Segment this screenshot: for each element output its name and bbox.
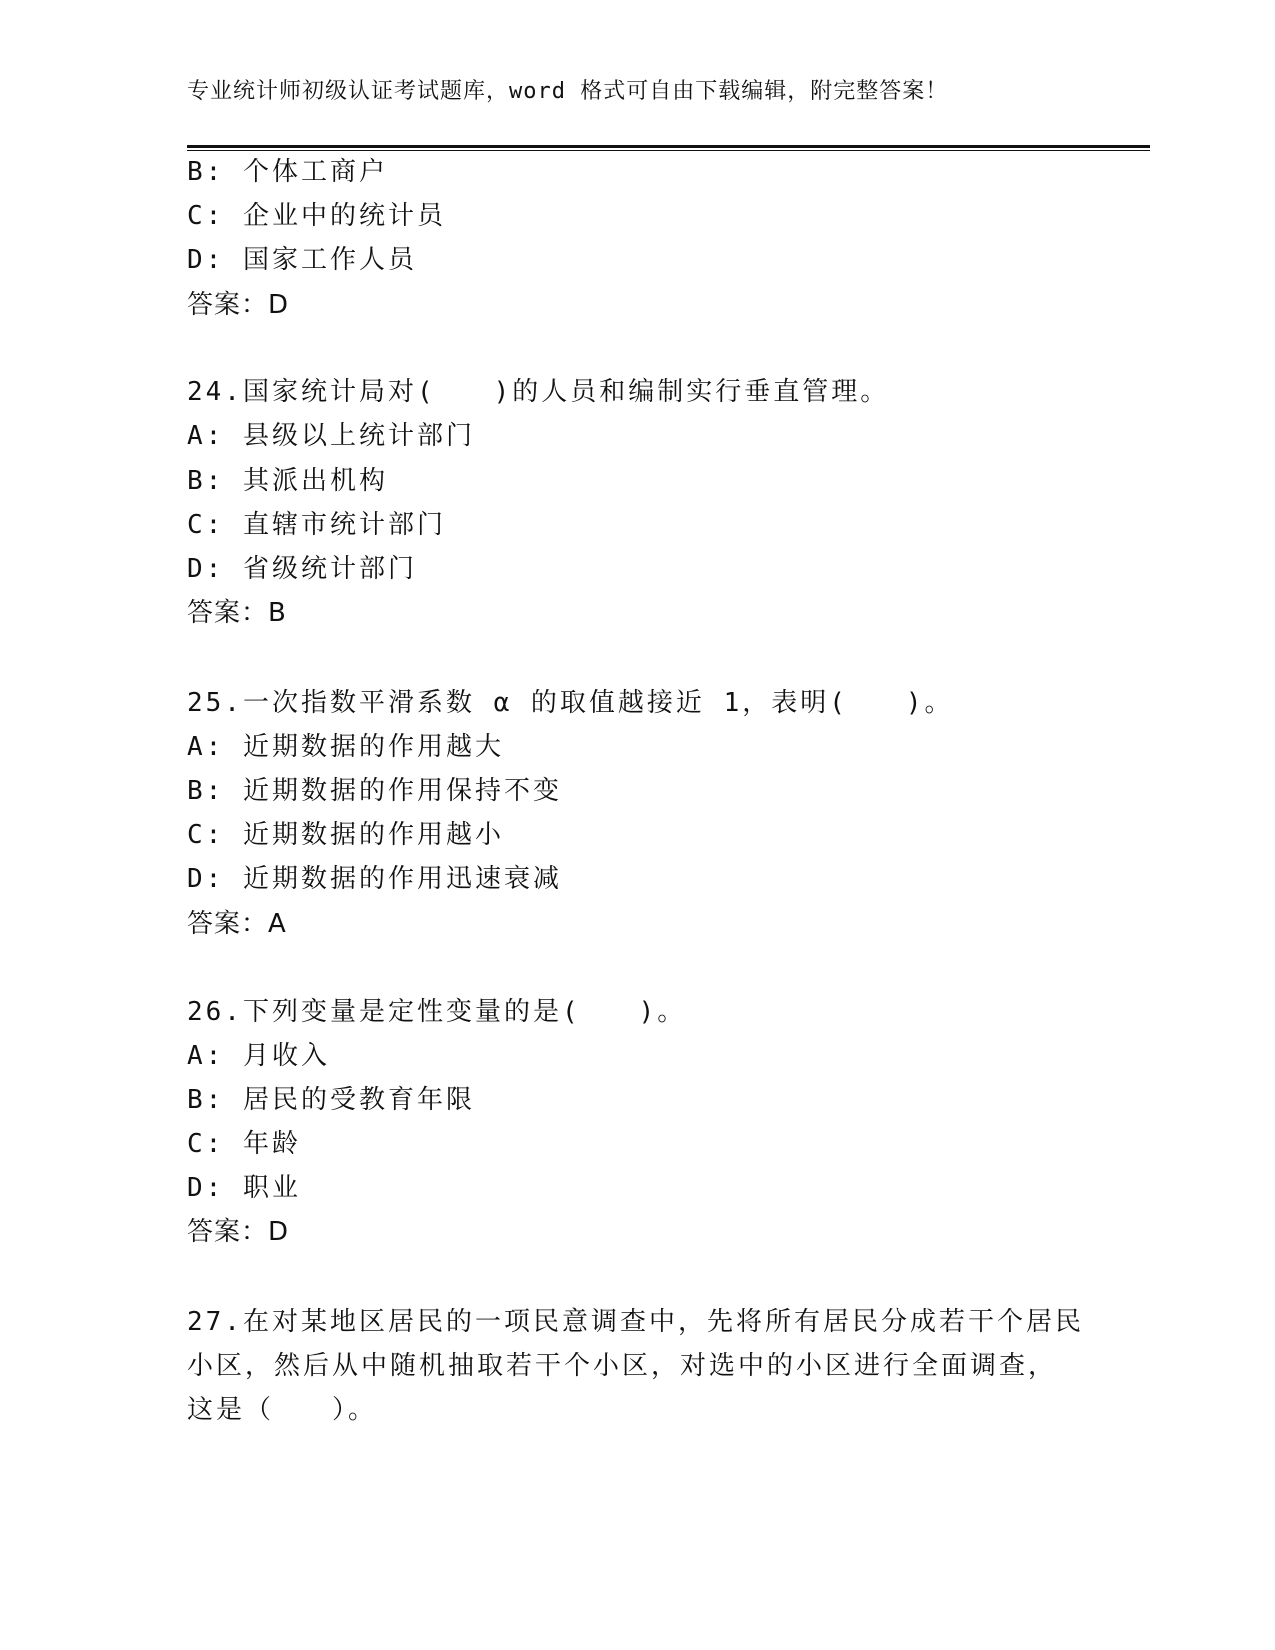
q27-stem-line-2: 小区，然后从中随机抽取若干个小区，对选中的小区进行全面调查， (187, 1351, 1058, 1381)
prev-option-c: C: 企业中的统计员 (187, 201, 446, 231)
q26-option-a: A: 月收入 (187, 1041, 330, 1071)
q25-option-b: B: 近期数据的作用保持不变 (187, 776, 562, 806)
q24-stem: 24.国家统计局对( )的人员和编制实行垂直管理。 (187, 377, 890, 407)
q25-answer: 答案：A (187, 909, 287, 939)
q24-option-b: B: 其派出机构 (187, 466, 388, 496)
prev-option-d: D: 国家工作人员 (187, 245, 417, 275)
q27-stem-line-1: 27.在对某地区居民的一项民意调查中，先将所有居民分成若干个居民 (187, 1307, 1084, 1337)
prev-answer: 答案：D (187, 290, 290, 320)
q26-option-d: D: 职业 (187, 1173, 301, 1203)
header-rule-thick (187, 145, 1150, 148)
q26-option-c: C: 年龄 (187, 1129, 301, 1159)
header-rule-thin (187, 150, 1150, 151)
q25-option-d: D: 近期数据的作用迅速衰减 (187, 864, 562, 894)
q24-option-d: D: 省级统计部门 (187, 554, 417, 584)
q24-option-c: C: 直辖市统计部门 (187, 510, 446, 540)
q24-answer: 答案：B (187, 598, 287, 628)
q26-stem: 26.下列变量是定性变量的是( )。 (187, 997, 687, 1027)
q27-stem-line-3: 这是（ ）。 (187, 1395, 378, 1425)
prev-option-b: B: 个体工商户 (187, 157, 388, 187)
q25-option-a: A: 近期数据的作用越大 (187, 732, 504, 762)
q24-option-a: A: 县级以上统计部门 (187, 421, 475, 451)
q25-stem: 25.一次指数平滑系数 α 的取值越接近 1，表明( )。 (187, 688, 954, 718)
q26-answer: 答案：D (187, 1217, 290, 1247)
q25-option-c: C: 近期数据的作用越小 (187, 820, 504, 850)
page-header: 专业统计师初级认证考试题库，word 格式可自由下载编辑，附完整答案！ (187, 79, 949, 104)
q26-option-b: B: 居民的受教育年限 (187, 1085, 475, 1115)
